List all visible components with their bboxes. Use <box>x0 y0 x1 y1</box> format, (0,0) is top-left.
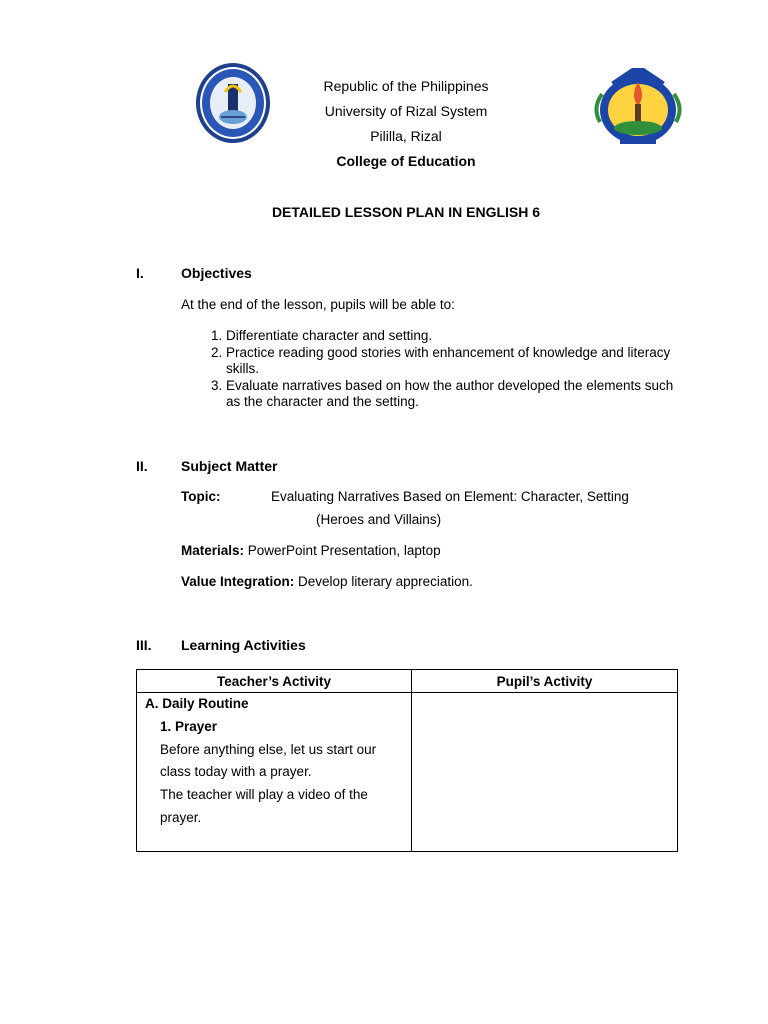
teacher-line: Before anything else, let us start our <box>160 741 377 757</box>
topic-value-line2: (Heroes and Villains) <box>316 512 442 527</box>
pupil-activity-cell <box>412 693 678 852</box>
value-integration-label: Value Integration: <box>181 574 295 589</box>
teacher-activity-cell <box>137 693 412 852</box>
header-republic: Republic of the Philippines <box>323 78 489 94</box>
header-college: College of Education <box>336 153 476 169</box>
value-integration-line <box>181 574 473 589</box>
daily-routine-heading: A. Daily Routine <box>145 696 249 711</box>
objectives-intro: At the end of the lesson, pupils will be able to: <box>181 297 455 312</box>
materials-value: PowerPoint Presentation, laptop <box>244 543 441 558</box>
teacher-line: class today with a prayer. <box>160 764 312 780</box>
value-integration-value: Develop literary appreciation. <box>294 574 473 589</box>
section-title-objectives: Objectives <box>181 265 252 281</box>
section-numeral-objectives: I. <box>136 265 144 281</box>
document-title: DETAILED LESSON PLAN IN ENGLISH 6 <box>271 204 541 220</box>
learning-activities-table <box>136 669 678 852</box>
header-teacher-activity: Teacher’s Activity <box>137 670 412 693</box>
teacher-line: The teacher will play a video of the <box>160 787 368 803</box>
teacher-line: prayer. <box>160 809 202 825</box>
objective-item: 2. Practice reading good stories with enhancement of knowledge and literacy skills. <box>226 345 686 378</box>
header-university: University of Rizal System <box>324 103 488 119</box>
section-numeral-subject: II. <box>136 458 148 474</box>
materials-line <box>181 543 441 558</box>
objective-item: 1. Differentiate character and setting. <box>226 328 686 345</box>
section-numeral-activities: III. <box>136 637 152 653</box>
header-pupil-activity: Pupil’s Activity <box>412 670 678 693</box>
section-title-activities: Learning Activities <box>181 637 306 653</box>
topic-label: Topic: <box>181 489 221 504</box>
objective-item: 3. Evaluate narratives based on how the author developed the elements such as the character and the setting. <box>226 378 686 411</box>
objectives-list <box>181 328 686 411</box>
section-title-subject: Subject Matter <box>181 458 278 474</box>
table-row <box>137 693 678 852</box>
materials-label: Materials: <box>181 543 245 558</box>
table-header-row <box>137 670 678 693</box>
prayer-heading: 1. Prayer <box>160 718 218 734</box>
header-location: Pililla, Rizal <box>370 128 442 144</box>
topic-value: Evaluating Narratives Based on Element: Character, Setting <box>271 489 629 504</box>
